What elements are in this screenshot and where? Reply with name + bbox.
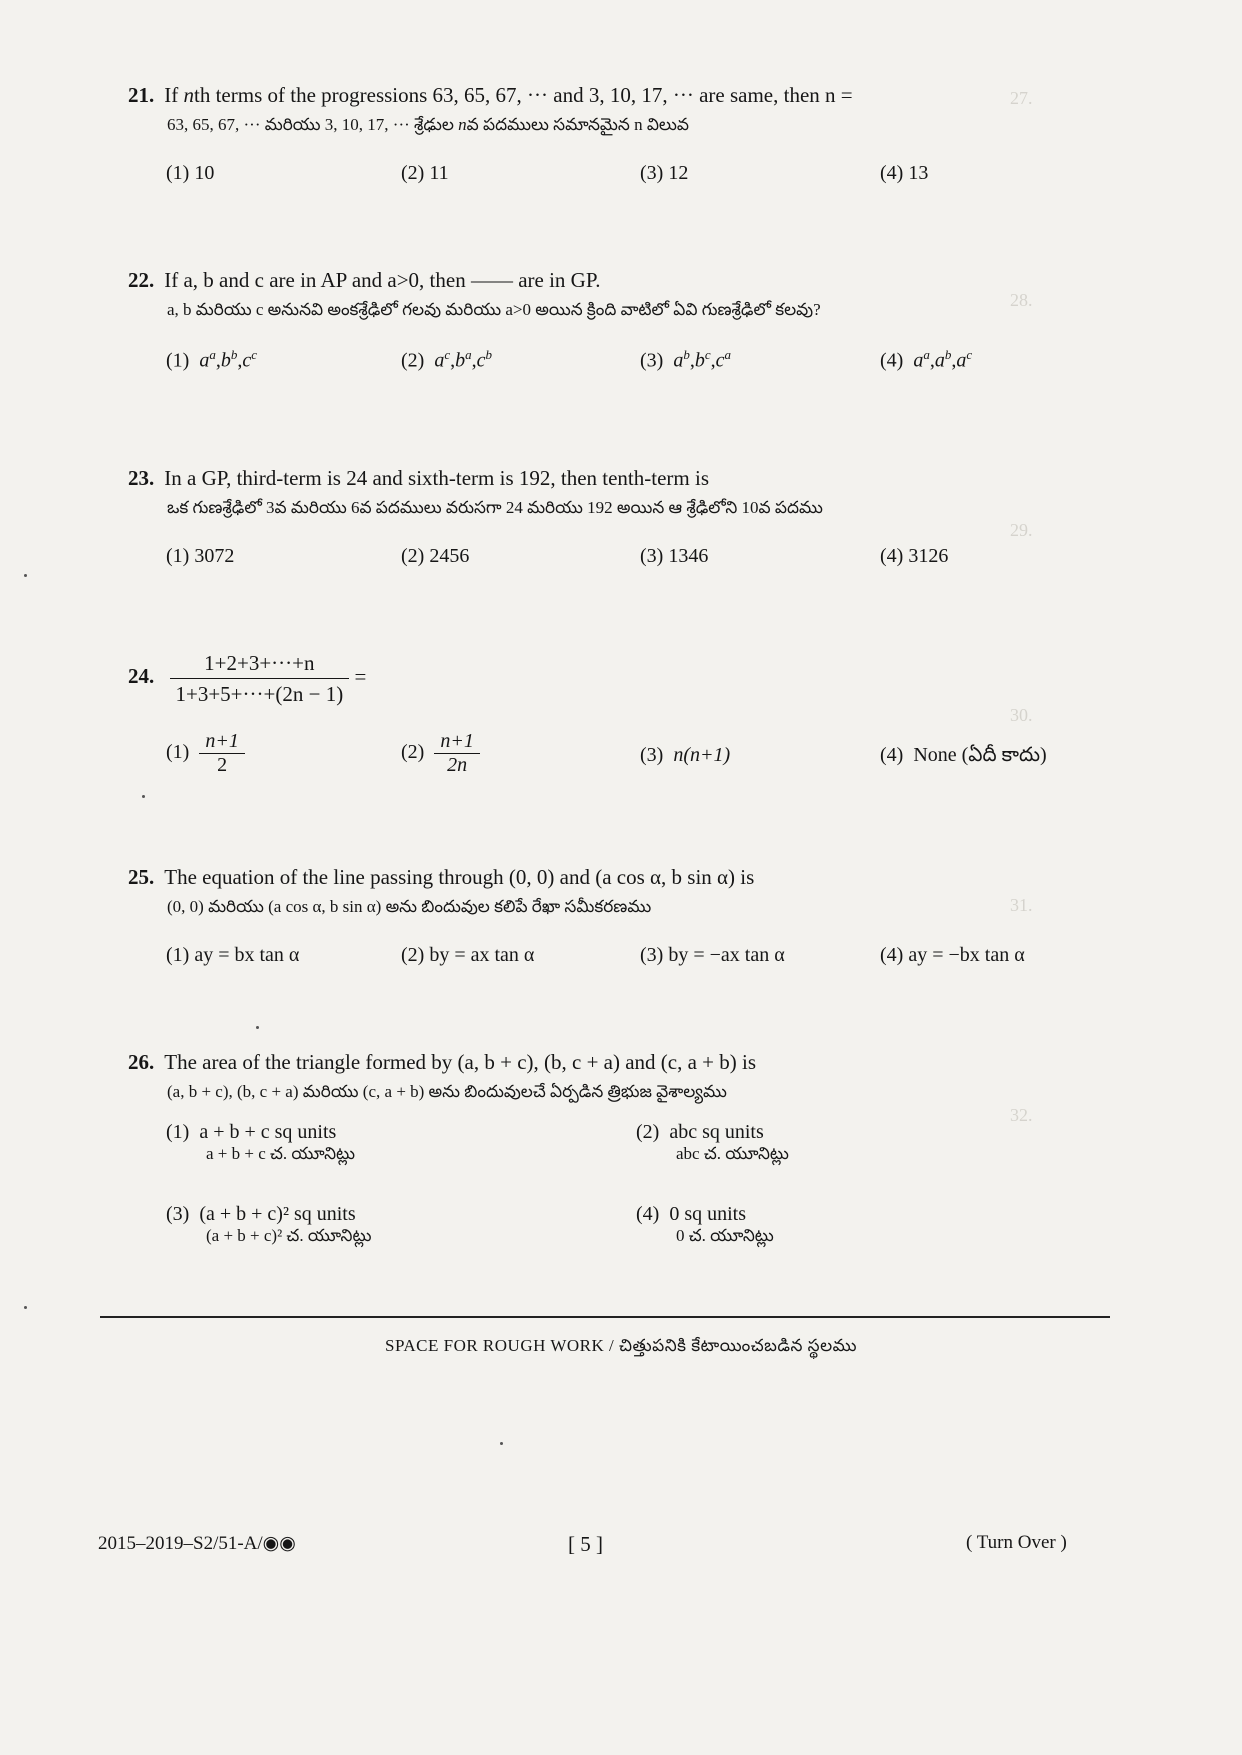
option-2[interactable]: (2) 2456 — [401, 545, 470, 567]
option-2[interactable]: (2) $\frac{n+1}{2n}$ — [401, 730, 480, 777]
option-1[interactable]: (1) $a^a,b^b,c^c$ — [166, 347, 257, 372]
option-4[interactable]: (4) ay = −bx tan α — [880, 944, 1025, 966]
question-24 — [128, 648, 1128, 790]
bleed-through-text: 27. — [1010, 88, 1033, 108]
question-number: 22. — [128, 268, 155, 292]
options — [128, 1121, 1128, 1281]
option-2[interactable]: (2) 11 — [401, 162, 449, 184]
bleed-through-text: 30. — [1010, 705, 1033, 725]
option-4[interactable]: (4) 0 sq units 0 చ. యూనిట్లు — [636, 1203, 774, 1245]
option-1[interactable]: (1) 10 — [166, 162, 215, 184]
question-text-te: వ పదములు సమానమైన n విలువ — [466, 115, 689, 134]
question-text-en-variable: n — [183, 83, 194, 107]
fraction-denominator: 1+3+5+···+(2n − 1) — [175, 682, 344, 706]
speck — [500, 1442, 503, 1445]
options — [128, 730, 1128, 790]
question-text-en: If a, b and c are in AP and a>0, then —— are in GP. — [164, 268, 601, 292]
question-23 — [128, 463, 1128, 585]
option-2[interactable]: (2) by = ax tan α — [401, 944, 535, 966]
option-2[interactable]: (2) abc sq units abc చ. యూనిట్లు — [636, 1121, 789, 1163]
bleed-through-text: 29. — [1010, 520, 1033, 540]
question-26 — [128, 1047, 1128, 1281]
bleed-through-text: 28. — [1010, 290, 1033, 310]
question-number: 25. — [128, 865, 155, 889]
options — [128, 347, 1128, 387]
bleed-through-text: 31. — [1010, 895, 1033, 915]
options — [128, 162, 1128, 202]
paper-code: 2015–2019–S2/51-A/◉◉ — [98, 1533, 296, 1554]
option-1[interactable]: (1) ay = bx tan α — [166, 944, 300, 966]
question-text-en: th terms of the progressions 63, 65, 67, ··· and 3, 10, 17, ··· are same, then n = — [194, 83, 853, 107]
question-text-en: In a GP, third-term is 24 and sixth-term is 192, then tenth-term is — [164, 466, 709, 490]
option-4[interactable]: (4) $a^a,a^b,a^c$ — [880, 347, 973, 372]
option-4[interactable]: (4) 3126 — [880, 545, 949, 567]
option-3[interactable]: (3) $a^b,b^c,c^a$ — [640, 347, 731, 372]
option-3[interactable]: (3) 1346 — [640, 545, 709, 567]
question-text-en: The equation of the line passing through (0, 0) and (a cos α, b sin α) is — [164, 865, 755, 889]
question-text-en: The area of the triangle formed by (a, b + c), (b, c + a) and (c, a + b) is — [164, 1050, 757, 1074]
equals-sign: = — [354, 664, 367, 689]
option-3[interactable]: (3) by = −ax tan α — [640, 944, 785, 966]
fraction-numerator: 1+2+3+···+n — [170, 648, 350, 679]
question-text-en-prefix: If — [164, 83, 184, 107]
speck — [24, 1306, 27, 1309]
option-4[interactable]: (4) None (ఏదీ కాదు) — [880, 744, 1047, 766]
question-text-te: (a, b + c), (b, c + a) మరియు (c, a + b) అను బిందువులచే ఏర్పడిన త్రిభుజ వైశాల్యము — [167, 1082, 727, 1101]
speck — [142, 795, 145, 798]
option-3[interactable]: (3) n(n+1) — [640, 744, 731, 766]
question-text-te-variable: n — [458, 115, 467, 134]
option-3[interactable]: (3) (a + b + c)² sq units (a + b + c)² చ. యూనిట్లు — [166, 1203, 372, 1245]
divider-line — [100, 1316, 1110, 1318]
speck — [24, 574, 27, 577]
question-text-te: a, b మరియు c అనునవి అంకశ్రేఢిలో గలవు మరియు a>0 అయిన క్రింది వాటిలో ఏవి గుణశ్రేఢిలో కలవు? — [167, 300, 821, 319]
page-number: [ 5 ] — [568, 1532, 603, 1556]
option-1[interactable]: (1) 3072 — [166, 545, 235, 567]
question-number: 26. — [128, 1050, 155, 1074]
question-text-te: (0, 0) మరియు (a cos α, b sin α) అను బిందువుల కలిపే రేఖా సమీకరణము — [167, 897, 652, 916]
speck — [256, 1026, 259, 1029]
option-2[interactable]: (2) $a^c,b^a,c^b$ — [401, 347, 492, 372]
option-1[interactable]: (1) a + b + c sq units a + b + c చ. యూనిట్లు — [166, 1121, 356, 1163]
question-number: 21. — [128, 83, 155, 107]
options — [128, 944, 1128, 984]
fraction — [170, 648, 350, 709]
option-1[interactable]: (1) $\frac{n+1}{2}$ — [166, 730, 245, 777]
options — [128, 545, 1128, 585]
option-4[interactable]: (4) 13 — [880, 162, 929, 184]
question-text-te-prefix: 63, 65, 67, ··· మరియు 3, 10, 17, ··· శ్రేఢుల — [167, 115, 459, 134]
question-25 — [128, 862, 1128, 984]
question-number: 24. — [128, 664, 155, 689]
bleed-through-text: 32. — [1010, 1105, 1033, 1125]
question-22 — [128, 265, 1128, 387]
option-3[interactable]: (3) 12 — [640, 162, 689, 184]
question-text-te: ఒక గుణశ్రేఢిలో 3వ మరియు 6వ పదములు వరుసగా 24 మరియు 192 అయిన ఆ శ్రేఢిలోని 10వ పదము — [167, 498, 823, 517]
rough-work-label: SPACE FOR ROUGH WORK / చిత్తుపనికి కేటాయించబడిన స్థలము — [385, 1336, 857, 1355]
turn-over-label: ( Turn Over ) — [966, 1532, 1067, 1553]
question-21 — [128, 80, 1128, 202]
question-number: 23. — [128, 466, 155, 490]
